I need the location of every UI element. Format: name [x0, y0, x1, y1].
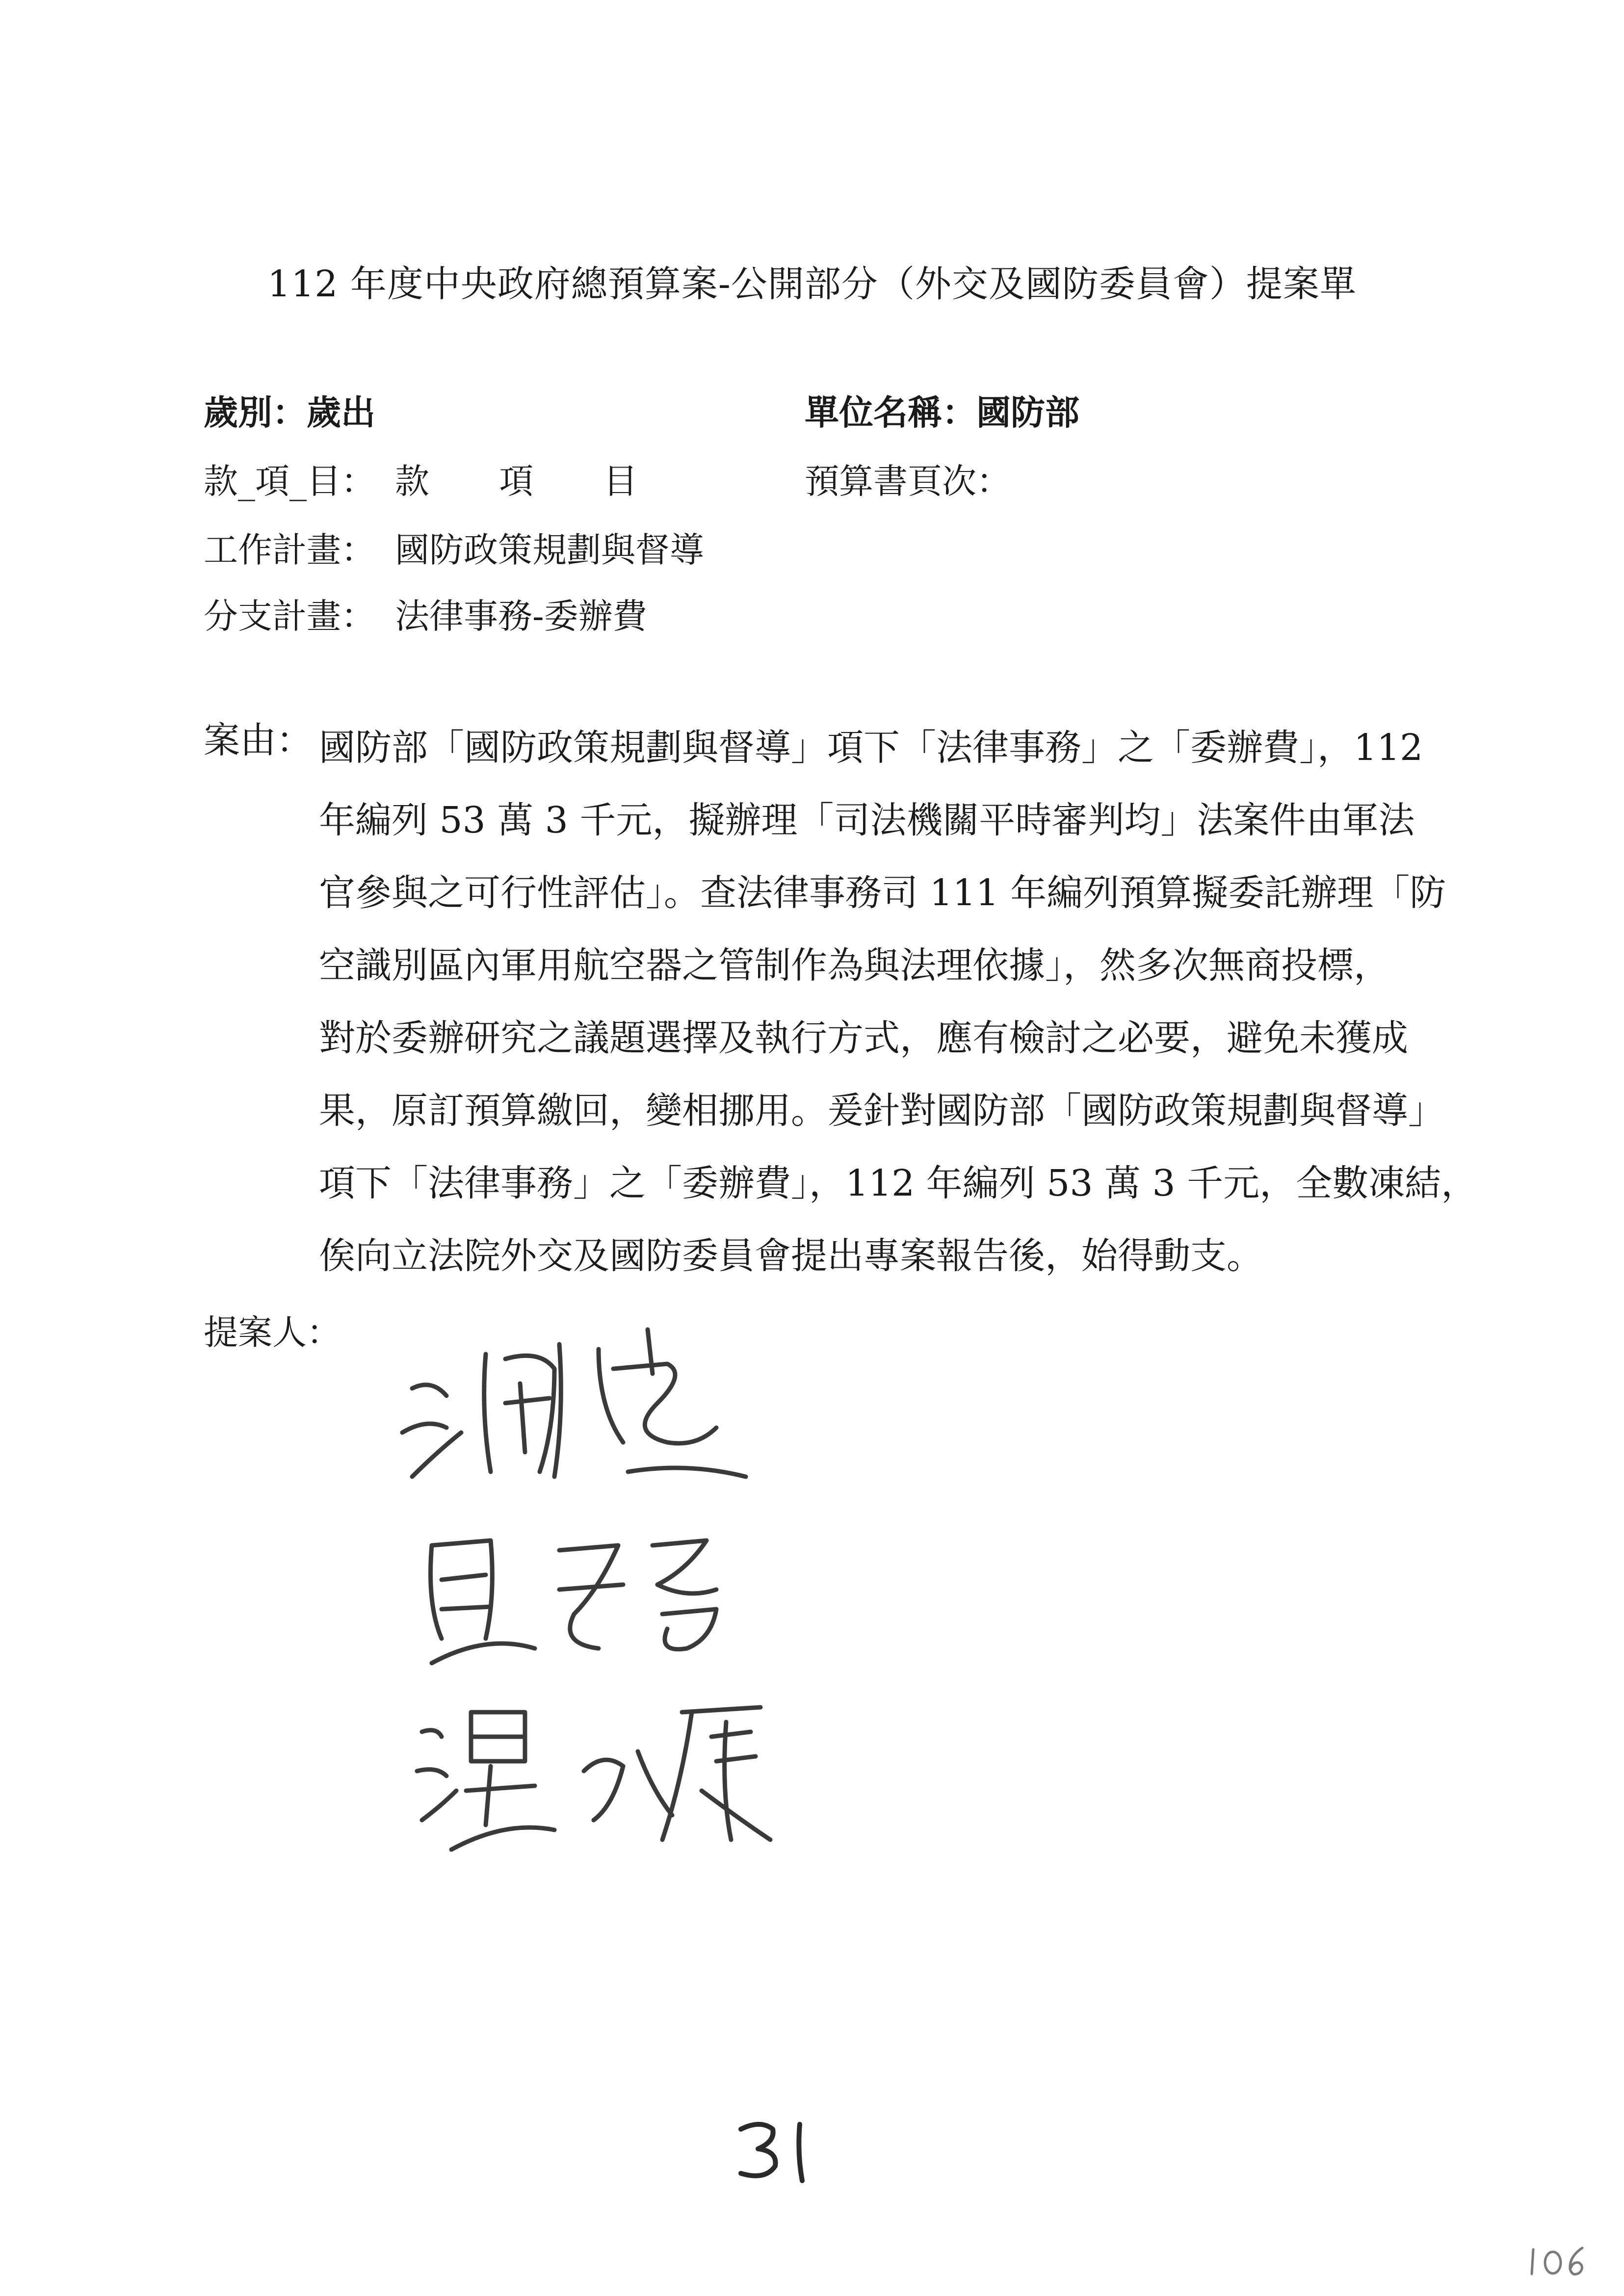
proposer-label: 提案人： — [204, 1312, 341, 1353]
signature-2 — [412, 1516, 756, 1683]
category-value: 歲出 — [307, 392, 375, 433]
budget-page-label: 預算書頁次： — [805, 461, 1011, 501]
case-line: 國防部「國防政策規劃與督導」項下「法律事務」之「委辦費」，112 — [319, 727, 1423, 769]
case-line: 年編列 53 萬 3 千元，擬辦理「司法機關平時審判均」法案件由軍法 — [319, 799, 1415, 841]
handwritten-page-number — [731, 2114, 819, 2188]
item-value: 款 項 目 — [395, 461, 667, 501]
work-plan-label: 工作計畫： — [204, 530, 375, 570]
work-plan-row — [204, 522, 704, 572]
case-label: 案由： — [204, 719, 313, 761]
corner-page-number-text: 106 — [1526, 2242, 1527, 2243]
budget-page-row — [805, 454, 1011, 503]
case-line: 對於委辦研究之議題選擇及執行方式，應有檢討之必要，避免未獲成 — [319, 1017, 1408, 1059]
unit-value: 國防部 — [976, 392, 1079, 433]
work-plan-value: 國防政策規劃與督導 — [395, 530, 704, 570]
case-body — [319, 711, 1478, 1292]
sub-plan-value: 法律事務-委辦費 — [395, 596, 647, 636]
sub-plan-row — [204, 589, 647, 638]
unit-label: 單位名稱： — [805, 392, 976, 433]
case-line: 俟向立法院外交及國防委員會提出專案報告後，始得動支。 — [319, 1235, 1263, 1277]
corner-page-number — [1526, 2242, 1590, 2281]
handwritten-page-number-text: 31 — [731, 2114, 732, 2115]
case-line: 項下「法律事務」之「委辦費」，112 年編列 53 萬 3 千元，全數凍結， — [319, 1162, 1478, 1204]
category-label: 歲別： — [204, 392, 307, 433]
case-line: 官參與之可行性評估」。查法律事務司 111 年編列預算擬委託辦理「防 — [319, 872, 1446, 914]
sub-plan-label: 分支計畫： — [204, 596, 375, 636]
unit-row — [805, 385, 1079, 435]
signature-1 — [393, 1315, 834, 1501]
case-line: 果，原訂預算繳回，變相挪用。爰針對國防部「國防政策規劃與督導」 — [319, 1090, 1444, 1132]
category-row — [204, 385, 375, 435]
item-label: 款_項_目： — [204, 461, 375, 501]
signature-3 — [407, 1693, 790, 1869]
case-line: 空識別區內軍用航空器之管制作為與法理依據」，然多次無商投標， — [319, 944, 1390, 987]
document-title: 112 年度中央政府總預算案-公開部分（外交及國防委員會）提案單 — [267, 263, 1357, 305]
item-row — [204, 454, 667, 503]
